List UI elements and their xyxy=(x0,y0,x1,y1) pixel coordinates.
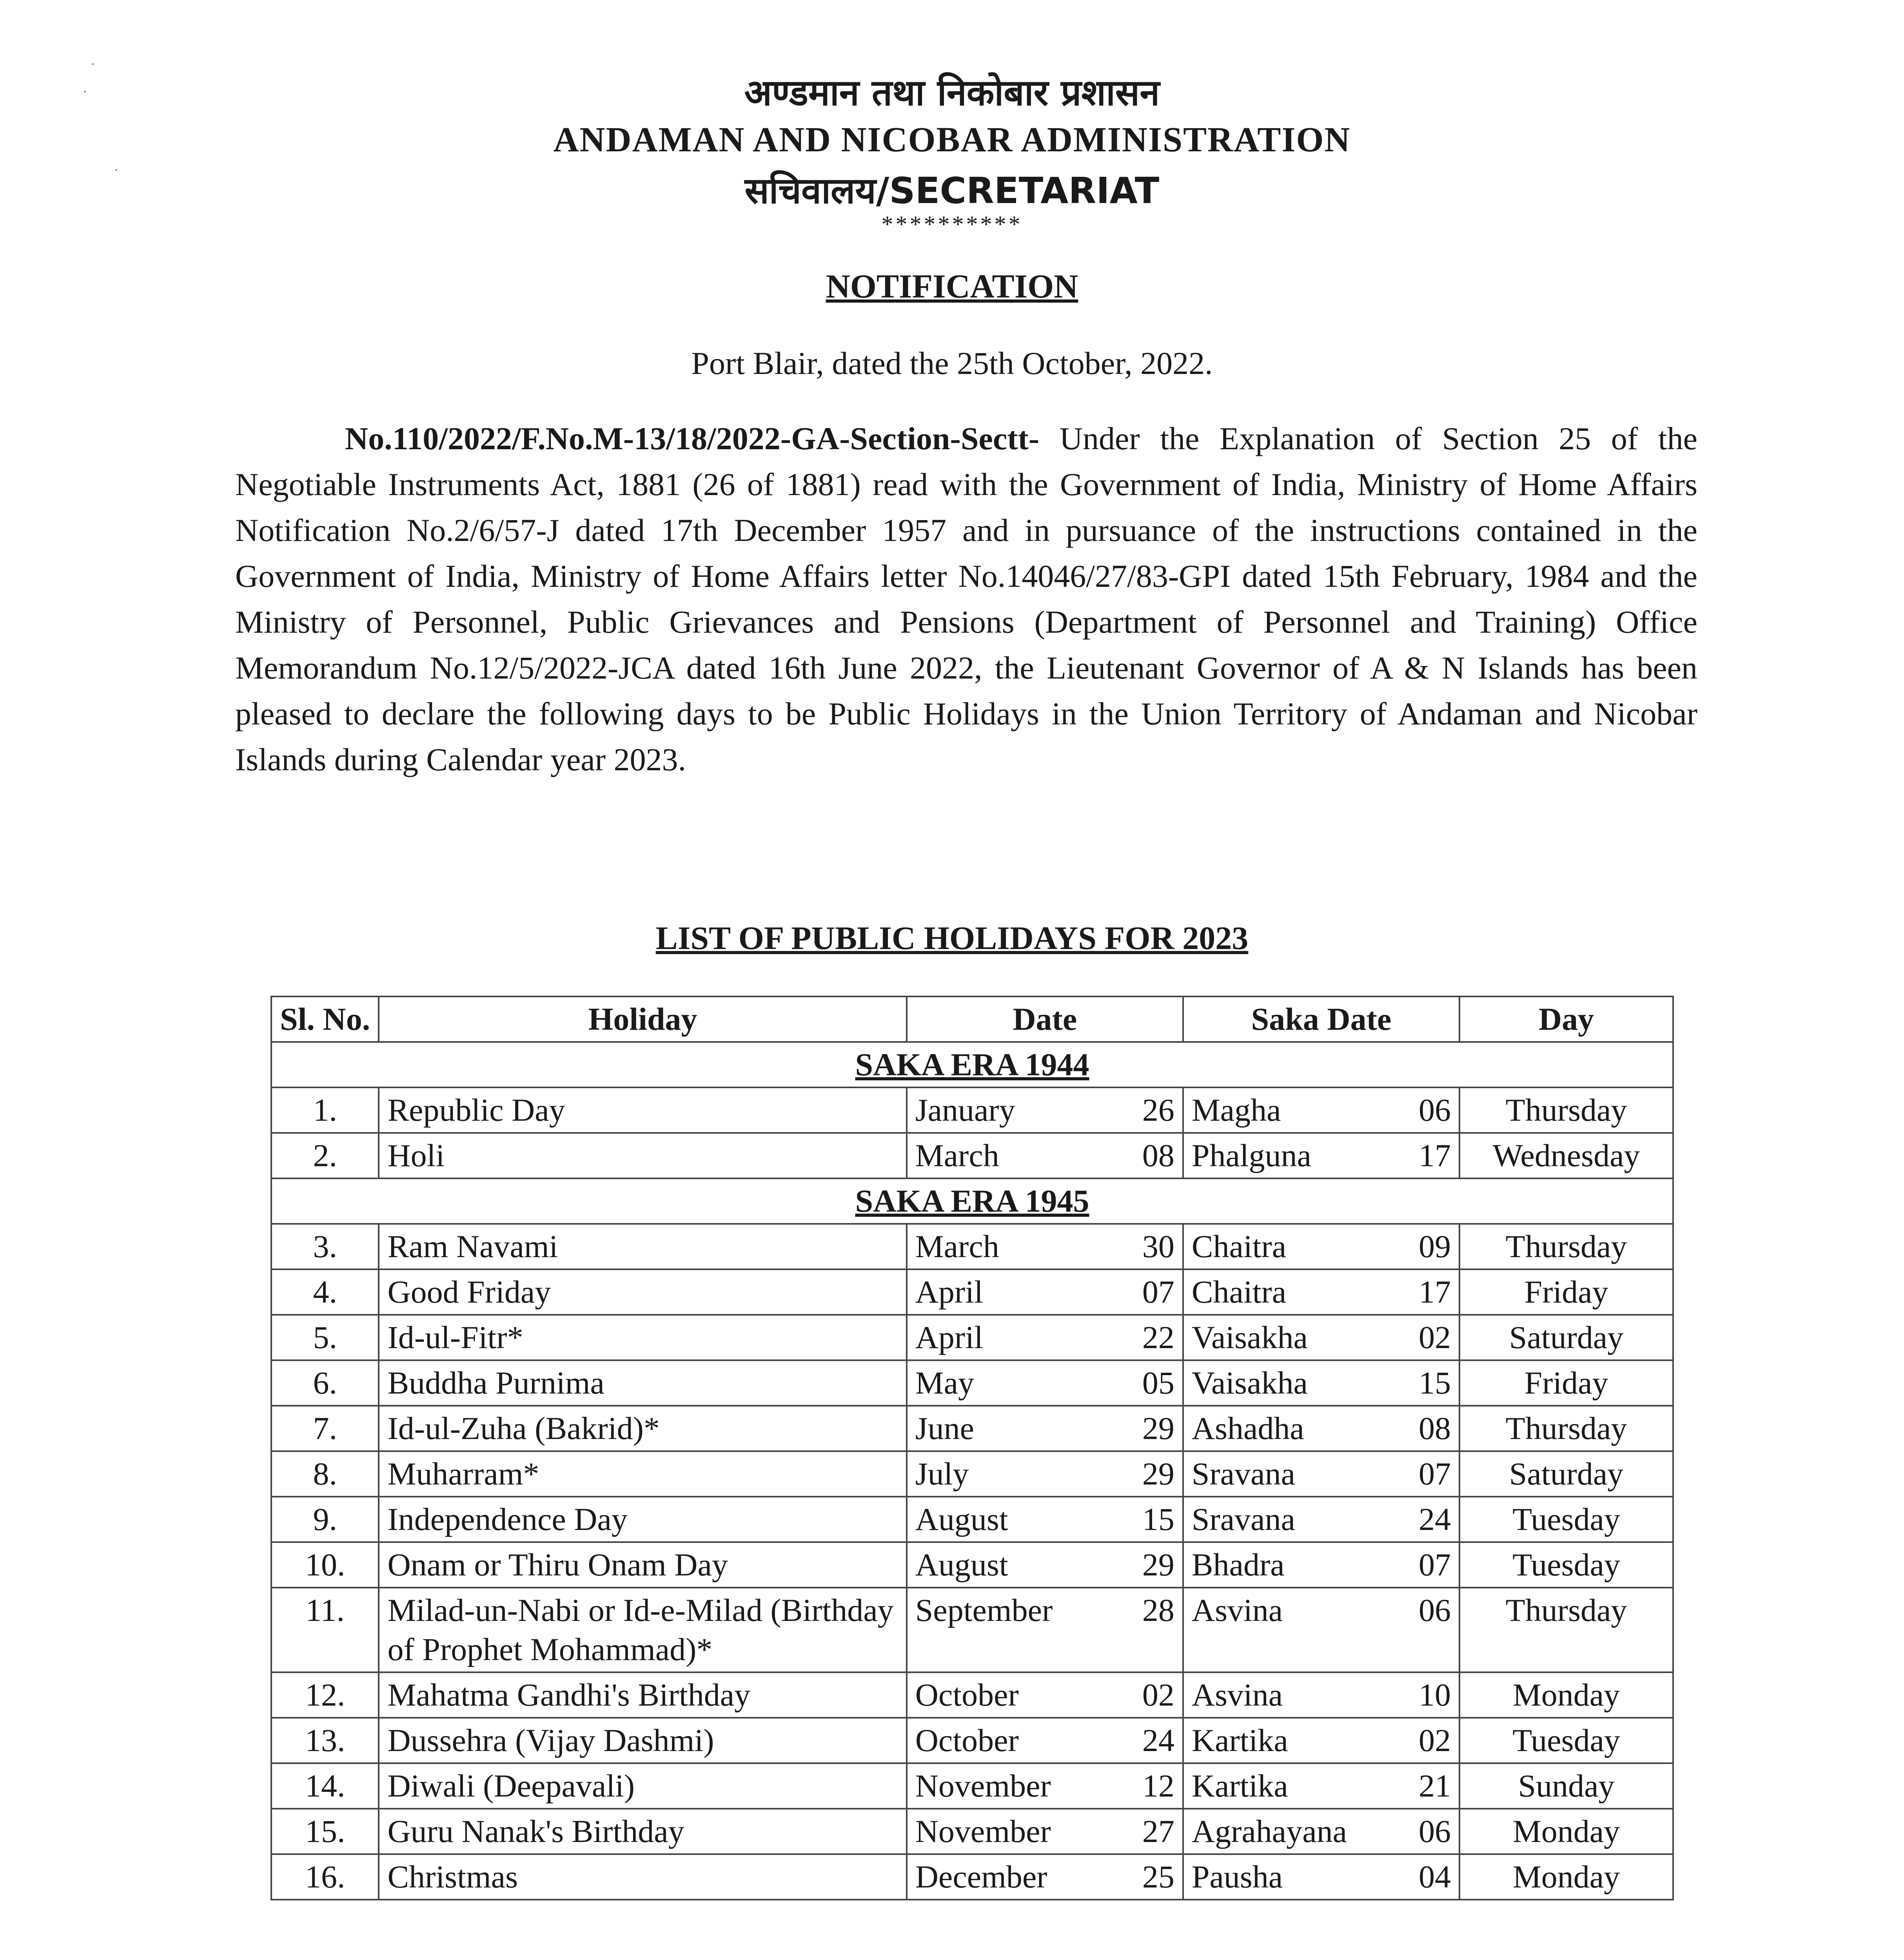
header-holiday: Holiday xyxy=(379,996,906,1042)
list-title: LIST OF PUBLIC HOLIDAYS FOR 2023 xyxy=(655,920,1249,956)
day-cell: Friday xyxy=(1459,1269,1673,1315)
holiday-cell: Dussehra (Vijay Dashmi) xyxy=(379,1718,906,1763)
date-month: August xyxy=(915,1501,1008,1537)
header-stars: ********** xyxy=(881,211,1023,237)
day-cell: Thursday xyxy=(1459,1588,1673,1672)
day-cell: Sunday xyxy=(1459,1763,1673,1809)
date-cell xyxy=(907,1497,1183,1542)
header-saka-date: Saka Date xyxy=(1183,996,1459,1042)
table-row xyxy=(271,1718,1673,1763)
date-month: April xyxy=(915,1319,983,1355)
date-day: 08 xyxy=(1142,1138,1174,1173)
saka-date-cell xyxy=(1183,1406,1459,1451)
day-cell: Thursday xyxy=(1459,1224,1673,1269)
sl-no-cell: 15. xyxy=(271,1809,379,1854)
day-cell: Monday xyxy=(1459,1809,1673,1854)
saka-date-cell xyxy=(1183,1133,1459,1178)
table-row xyxy=(271,1809,1673,1854)
saka-day: 17 xyxy=(1419,1138,1451,1173)
holiday-cell: Muharram* xyxy=(379,1451,906,1497)
date-month: November xyxy=(915,1768,1051,1804)
notification-title: NOTIFICATION xyxy=(826,267,1078,305)
sl-no-cell: 10. xyxy=(271,1542,379,1588)
date-cell xyxy=(907,1087,1183,1133)
saka-month: Bhadra xyxy=(1191,1547,1285,1583)
saka-month: Asvina xyxy=(1191,1592,1283,1628)
saka-day: 02 xyxy=(1419,1722,1451,1758)
day-cell: Saturday xyxy=(1459,1315,1673,1360)
saka-date-cell xyxy=(1183,1854,1459,1900)
saka-month: Pausha xyxy=(1191,1859,1283,1895)
saka-day: 21 xyxy=(1419,1768,1451,1804)
date-month: October xyxy=(915,1677,1019,1713)
table-row xyxy=(271,1360,1673,1406)
saka-date-cell xyxy=(1183,1315,1459,1360)
holiday-table-body xyxy=(271,1042,1673,1900)
date-day: 12 xyxy=(1142,1768,1174,1804)
date-cell xyxy=(907,1315,1183,1360)
date-day: 05 xyxy=(1142,1365,1174,1401)
date-day: 24 xyxy=(1142,1722,1174,1758)
date-cell xyxy=(907,1269,1183,1315)
saka-date-cell xyxy=(1183,1087,1459,1133)
day-cell: Tuesday xyxy=(1459,1542,1673,1588)
holiday-cell: Id-ul-Fitr* xyxy=(379,1315,906,1360)
day-cell: Wednesday xyxy=(1459,1133,1673,1178)
sl-no-cell: 4. xyxy=(271,1269,379,1315)
date-cell xyxy=(907,1133,1183,1178)
day-cell: Thursday xyxy=(1459,1087,1673,1133)
day-cell: Tuesday xyxy=(1459,1718,1673,1763)
holiday-cell: Buddha Purnima xyxy=(379,1360,906,1406)
date-month: November xyxy=(915,1813,1051,1849)
holiday-cell: Ram Navami xyxy=(379,1224,906,1269)
saka-month: Kartika xyxy=(1191,1768,1288,1804)
date-cell xyxy=(907,1451,1183,1497)
date-day: 30 xyxy=(1142,1229,1174,1264)
sl-no-cell: 16. xyxy=(271,1854,379,1900)
date-cell xyxy=(907,1718,1183,1763)
sl-no-cell: 12. xyxy=(271,1672,379,1718)
saka-month: Agrahayana xyxy=(1191,1813,1347,1849)
header-english-title: ANDAMAN AND NICOBAR ADMINISTRATION xyxy=(553,120,1351,159)
day-cell: Thursday xyxy=(1459,1406,1673,1451)
saka-date-cell xyxy=(1183,1588,1459,1672)
table-row xyxy=(271,1451,1673,1497)
saka-date-cell xyxy=(1183,1672,1459,1718)
date-month: October xyxy=(915,1722,1019,1758)
saka-day: 06 xyxy=(1419,1592,1451,1628)
saka-month: Sravana xyxy=(1191,1501,1295,1537)
saka-day: 15 xyxy=(1419,1365,1451,1401)
saka-date-cell xyxy=(1183,1763,1459,1809)
holiday-cell: Onam or Thiru Onam Day xyxy=(379,1542,906,1588)
saka-date-cell xyxy=(1183,1451,1459,1497)
date-day: 29 xyxy=(1142,1456,1174,1492)
sl-no-cell: 3. xyxy=(271,1224,379,1269)
saka-era-label: SAKA ERA 1944 xyxy=(271,1042,1673,1087)
saka-day: 06 xyxy=(1419,1813,1451,1849)
notification-body xyxy=(235,416,1697,782)
sl-no-cell: 6. xyxy=(271,1360,379,1406)
date-month: April xyxy=(915,1274,983,1310)
saka-month: Magha xyxy=(1191,1092,1281,1128)
date-month: September xyxy=(915,1592,1053,1628)
holiday-cell: Republic Day xyxy=(379,1087,906,1133)
date-cell xyxy=(907,1763,1183,1809)
sl-no-cell: 7. xyxy=(271,1406,379,1451)
date-cell xyxy=(907,1406,1183,1451)
table-row xyxy=(271,1133,1673,1178)
date-cell xyxy=(907,1672,1183,1718)
saka-day: 09 xyxy=(1419,1229,1451,1264)
scan-speck: · xyxy=(114,161,119,179)
saka-day: 08 xyxy=(1419,1410,1451,1446)
table-row xyxy=(271,1672,1673,1718)
date-day: 26 xyxy=(1142,1092,1174,1128)
sl-no-cell: 2. xyxy=(271,1133,379,1178)
date-cell xyxy=(907,1588,1183,1672)
date-cell xyxy=(907,1360,1183,1406)
table-row xyxy=(271,1315,1673,1360)
saka-date-cell xyxy=(1183,1809,1459,1854)
day-cell: Friday xyxy=(1459,1360,1673,1406)
holiday-cell: Diwali (Deepavali) xyxy=(379,1763,906,1809)
date-day: 15 xyxy=(1142,1501,1174,1537)
header-sl-no: Sl. No. xyxy=(271,996,379,1042)
date-month: March xyxy=(915,1138,999,1173)
saka-era-label: SAKA ERA 1945 xyxy=(271,1178,1673,1224)
sl-no-cell: 14. xyxy=(271,1763,379,1809)
table-row xyxy=(271,1087,1673,1133)
saka-era-row xyxy=(271,1042,1673,1087)
date-day: 28 xyxy=(1142,1592,1174,1628)
table-header-row xyxy=(271,996,1673,1042)
sl-no-cell: 1. xyxy=(271,1087,379,1133)
saka-month: Phalguna xyxy=(1191,1138,1312,1173)
saka-day: 24 xyxy=(1419,1501,1451,1537)
day-cell: Tuesday xyxy=(1459,1497,1673,1542)
sl-no-cell: 8. xyxy=(271,1451,379,1497)
header-date: Date xyxy=(907,996,1183,1042)
holiday-cell: Mahatma Gandhi's Birthday xyxy=(379,1672,906,1718)
sl-no-cell: 9. xyxy=(271,1497,379,1542)
date-month: July xyxy=(915,1456,969,1492)
date-day: 25 xyxy=(1142,1859,1174,1895)
saka-date-cell xyxy=(1183,1269,1459,1315)
saka-month: Kartika xyxy=(1191,1722,1288,1758)
saka-date-cell xyxy=(1183,1224,1459,1269)
reference-number: No.110/2022/F.No.M-13/18/2022-GA-Section-Sectt- xyxy=(345,421,1040,456)
sl-no-cell: 5. xyxy=(271,1315,379,1360)
table-row xyxy=(271,1588,1673,1672)
saka-date-cell xyxy=(1183,1718,1459,1763)
saka-day: 04 xyxy=(1419,1859,1451,1895)
holiday-cell: Holi xyxy=(379,1133,906,1178)
sl-no-cell: 13. xyxy=(271,1718,379,1763)
saka-month: Vaisakha xyxy=(1191,1365,1308,1401)
holiday-cell: Milad-un-Nabi or Id-e-Milad (Birthday of Prophet Mohammad)* xyxy=(379,1588,906,1672)
date-cell xyxy=(907,1224,1183,1269)
scan-speck: · xyxy=(82,83,88,100)
saka-month: Vaisakha xyxy=(1191,1319,1308,1355)
body-text: Under the Explanation of Section 25 of the Negotiable Instruments Act, 1881 (26 of 1881) read with the Government of India, Ministry of Home Affairs Notification No.2/6/57-J dated 17th December 1957 and in pursuance of the instructions contained in the Government of India, Ministry of Home Affairs letter No.14046/27/83-GPI dated 15th February, 1984 and the Ministry of Personnel, Public Grievances and Pensions (Department of Personnel and Training) Office Memorandum No.12/5/2022-JCA dated 16th June 2022, the Lieutenant Governor of A & N Islands has been pleased to declare the following days to be Public Holidays in the Union Territory of Andaman and Nicobar Islands during Calendar year 2023. xyxy=(235,421,1697,777)
date-month: August xyxy=(915,1547,1008,1583)
table-row xyxy=(271,1406,1673,1451)
table-row xyxy=(271,1224,1673,1269)
date-day: 22 xyxy=(1142,1319,1174,1355)
holiday-cell: Christmas xyxy=(379,1854,906,1900)
date-month: May xyxy=(915,1365,975,1401)
date-day: 07 xyxy=(1142,1274,1174,1310)
date-cell xyxy=(907,1542,1183,1588)
date-day: 02 xyxy=(1142,1677,1174,1713)
date-day: 29 xyxy=(1142,1410,1174,1446)
table-row xyxy=(271,1542,1673,1588)
date-month: June xyxy=(915,1410,975,1446)
date-cell xyxy=(907,1854,1183,1900)
saka-day: 17 xyxy=(1419,1274,1451,1310)
table-row xyxy=(271,1854,1673,1900)
notification-date: Port Blair, dated the 25th October, 2022. xyxy=(691,345,1213,381)
saka-day: 07 xyxy=(1419,1456,1451,1492)
table-row xyxy=(271,1497,1673,1542)
date-cell xyxy=(907,1809,1183,1854)
table-row xyxy=(271,1763,1673,1809)
saka-date-cell xyxy=(1183,1497,1459,1542)
saka-month: Asvina xyxy=(1191,1677,1283,1713)
date-month: January xyxy=(915,1092,1015,1128)
header-secretariat: सचिवालय/SECRETARIAT xyxy=(744,170,1160,212)
saka-month: Chaitra xyxy=(1191,1274,1287,1310)
date-month: December xyxy=(915,1859,1047,1895)
saka-date-cell xyxy=(1183,1542,1459,1588)
holiday-cell: Guru Nanak's Birthday xyxy=(379,1809,906,1854)
date-day: 29 xyxy=(1142,1547,1174,1583)
saka-day: 06 xyxy=(1419,1092,1451,1128)
saka-month: Ashadha xyxy=(1191,1410,1304,1446)
sl-no-cell: 11. xyxy=(271,1588,379,1672)
scan-speck: · xyxy=(90,55,96,73)
holiday-cell: Good Friday xyxy=(379,1269,906,1315)
day-cell: Saturday xyxy=(1459,1451,1673,1497)
date-day: 27 xyxy=(1142,1813,1174,1849)
table-row xyxy=(271,1269,1673,1315)
saka-era-row xyxy=(271,1178,1673,1224)
header-hindi-title: अण्डमान तथा निकोबार प्रशासन xyxy=(744,72,1160,114)
saka-month: Sravana xyxy=(1191,1456,1295,1492)
header-day: Day xyxy=(1459,996,1673,1042)
saka-day: 02 xyxy=(1419,1319,1451,1355)
saka-day: 10 xyxy=(1419,1677,1451,1713)
holiday-cell: Id-ul-Zuha (Bakrid)* xyxy=(379,1406,906,1451)
day-cell: Monday xyxy=(1459,1672,1673,1718)
day-cell: Monday xyxy=(1459,1854,1673,1900)
saka-day: 07 xyxy=(1419,1547,1451,1583)
holiday-cell: Independence Day xyxy=(379,1497,906,1542)
holiday-table xyxy=(270,996,1674,1900)
saka-date-cell xyxy=(1183,1360,1459,1406)
date-month: March xyxy=(915,1229,999,1264)
saka-month: Chaitra xyxy=(1191,1229,1287,1264)
